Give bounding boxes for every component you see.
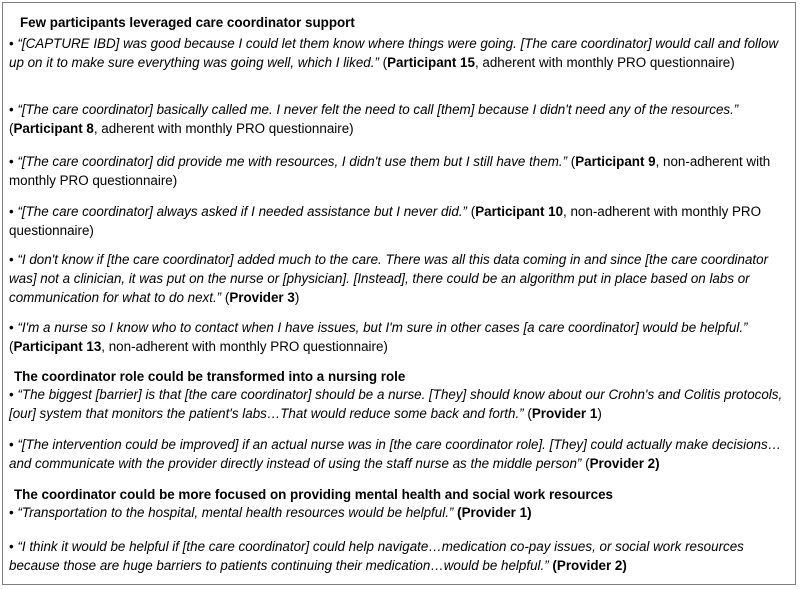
bullet: •: [9, 505, 14, 520]
quote-text: “Transportation to the hospital, mental health resources would be helpful.”: [17, 505, 454, 520]
quote-text: “I think it would be helpful if [the care coordinator] could help navigate…medication co-pay issues, or social work resources because those are huge barriers to patients continuing their medication…would be helpful.”: [9, 539, 744, 573]
bullet: •: [9, 320, 14, 335]
citation-detail: ): [597, 406, 602, 421]
quote-item: [9, 34, 794, 72]
citation-speaker: Provider 3: [229, 290, 295, 305]
citation-open: (: [9, 121, 14, 136]
citation-open: (: [567, 154, 576, 169]
quote-text: “[The care coordinator] always asked if I needed assistance but I never did.”: [17, 204, 468, 219]
bullet: •: [9, 154, 14, 169]
quote-item: [9, 202, 794, 240]
quote-item: [9, 385, 794, 423]
quote-item: [9, 318, 794, 356]
citation-open: (: [581, 456, 590, 471]
bullet: •: [9, 252, 14, 267]
quote-item: [9, 503, 794, 522]
quote-text: “I'm a nurse so I know who to contact when I have issues, but I'm sure in other cases [a care coordinator] would be helpful.”: [17, 320, 748, 335]
quote-item: [9, 100, 794, 138]
bullet: •: [9, 437, 14, 452]
citation-open: (: [9, 339, 14, 354]
citation-speaker: Participant 9: [575, 154, 656, 169]
quote-item: [9, 537, 794, 575]
citation-detail: , adherent with monthly PRO questionnaire): [474, 55, 735, 70]
citation-speaker: (Provider 2): [552, 558, 627, 573]
quote-text: “[The intervention could be improved] if an actual nurse was in [the care coordinator role]. [They] could actually make decisions…and communicate with the provider directly instead of using the staff nurse as the middle person”: [9, 437, 782, 471]
quote-item: [9, 250, 794, 307]
quote-item: [9, 152, 794, 190]
section-heading: The coordinator could be more focused on providing mental health and social work resources: [14, 487, 613, 502]
quote-item: [9, 435, 794, 473]
quote-text: “[The care coordinator] did provide me with resources, I didn't use them but I still have them.”: [17, 154, 568, 169]
bullet: •: [9, 36, 14, 51]
citation-detail: , non-adherent with monthly PRO questionnaire): [101, 339, 388, 354]
bullet: •: [9, 387, 14, 402]
bullet: •: [9, 539, 14, 554]
quote-text: “[The care coordinator] basically called me. I never felt the need to call [them] because I didn't need any of the resources.”: [17, 102, 739, 117]
citation-detail: , non-adherent with monthly PRO questionnaire): [9, 204, 762, 238]
bullet: •: [9, 204, 14, 219]
citation-speaker: Participant 8: [13, 121, 94, 136]
quote-text: “[CAPTURE IBD] was good because I could let them know where things were going. [The care coordinator] would call and follow up on it to make sure everything was going well, which I liked.”: [9, 36, 779, 70]
citation-detail: , adherent with monthly PRO questionnaire): [93, 121, 354, 136]
citation-speaker: Provider 1: [531, 406, 598, 421]
citation-open: (: [523, 406, 532, 421]
section-heading: The coordinator role could be transformed into a nursing role: [14, 369, 406, 384]
citation-speaker: Provider 2): [589, 456, 660, 471]
citation-speaker: Participant 15: [387, 55, 475, 70]
citation-detail: ): [294, 290, 300, 305]
citation-speaker: Participant 10: [475, 204, 564, 219]
citation-speaker: (Provider 1): [457, 505, 532, 520]
citation-speaker: Participant 13: [13, 339, 102, 354]
citation-open: (: [221, 290, 230, 305]
citation-open: (: [378, 55, 388, 70]
bullet: •: [9, 102, 14, 117]
quote-text: “The biggest [barrier] is that [the care coordinator] should be a nurse. [They] should know about our Crohn's and Colitis protocols, [our] system that monitors the patient's labs…That would reduce some back and forth.”: [9, 387, 783, 421]
section-heading: Few participants leveraged care coordinator support: [20, 15, 355, 30]
citation-open: (: [467, 204, 476, 219]
quote-text: “I don't know if [the care coordinator] added much to the care. There was all this data coming in and since [the care coordinator was] not a clinician, it was put on the nurse or [physician]. [Instead], there could be an algorithm put in place based on labs or communication for what to do next.”: [9, 252, 769, 305]
citation-detail: , non-adherent with monthly PRO questionnaire): [9, 154, 771, 188]
